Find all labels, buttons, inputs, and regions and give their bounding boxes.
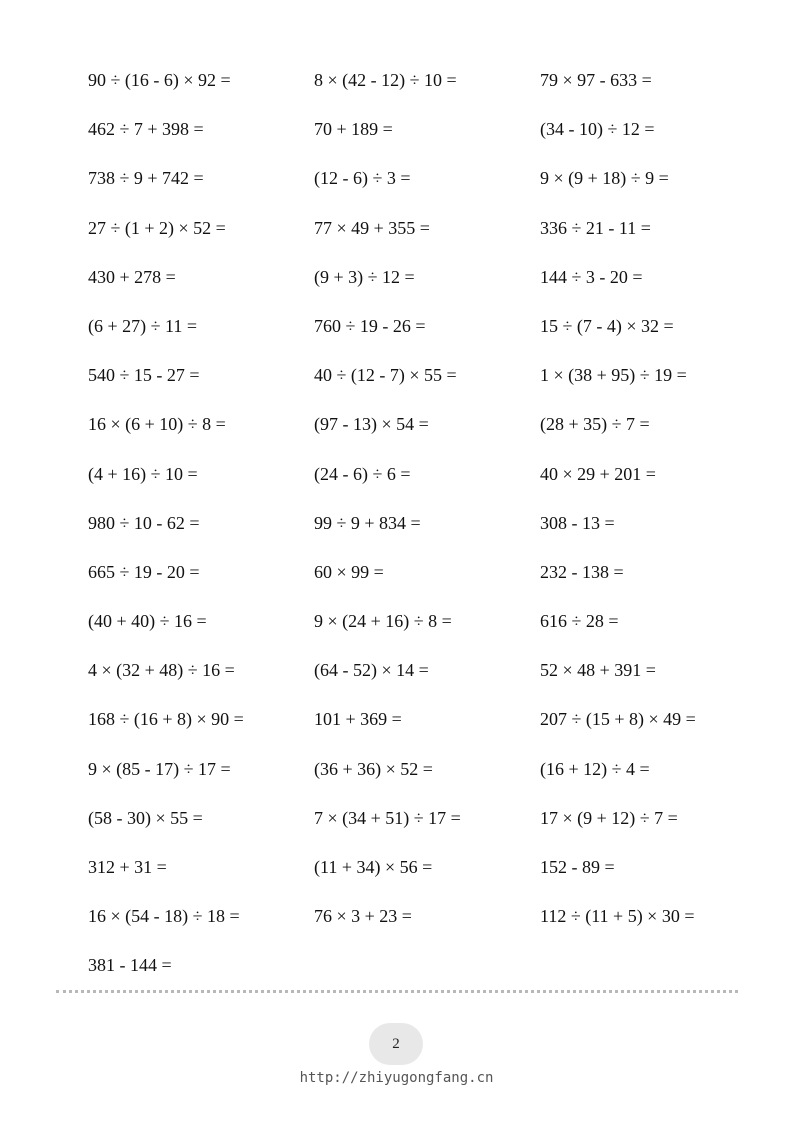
- problem: 168 ÷ (16 + 8) × 90 =: [88, 709, 244, 730]
- problem: 79 × 97 - 633 =: [540, 70, 652, 90]
- site-url: http://zhiyugongfang.cn: [299, 1070, 494, 1086]
- dotted-divider: [56, 990, 738, 993]
- problem: (64 - 52) × 14 =: [314, 660, 429, 681]
- problem: 52 × 48 + 391 =: [540, 660, 656, 681]
- problem: (4 + 16) ÷ 10 =: [88, 463, 198, 484]
- problem: (16 + 12) ÷ 4 =: [540, 758, 650, 779]
- problem: 77 × 49 + 355 =: [314, 217, 430, 238]
- problem: 112 ÷ (11 + 5) × 30 =: [540, 906, 695, 927]
- problem: (36 + 36) × 52 =: [314, 758, 433, 779]
- problem: 76 × 3 + 23 =: [314, 906, 412, 927]
- problem: (6 + 27) ÷ 11 =: [88, 315, 198, 336]
- problem: 90 ÷ (16 - 6) × 92 =: [88, 70, 231, 90]
- problem: 40 × 29 + 201 =: [540, 463, 656, 484]
- problem: 980 ÷ 10 - 62 =: [88, 512, 200, 533]
- problem: 430 + 278 =: [88, 266, 176, 287]
- problem: (11 + 34) × 56 =: [314, 857, 433, 877]
- problem: 144 ÷ 3 - 20 =: [540, 266, 643, 287]
- problem: 60 × 99 =: [314, 561, 384, 582]
- problem: 17 × (9 + 12) ÷ 7 =: [540, 807, 678, 828]
- problem: (28 + 35) ÷ 7 =: [540, 414, 650, 435]
- problem: (9 + 3) ÷ 12 =: [314, 266, 415, 287]
- problem: 9 × (85 - 17) ÷ 17 =: [88, 758, 231, 779]
- page-number: 2: [392, 1035, 400, 1052]
- problem: 336 ÷ 21 - 11 =: [540, 217, 651, 238]
- problem: (12 - 6) ÷ 3 =: [314, 168, 411, 189]
- problem: 312 + 31 =: [88, 857, 167, 877]
- problem: 7 × (34 + 51) ÷ 17 =: [314, 807, 461, 828]
- problem: 40 ÷ (12 - 7) × 55 =: [314, 365, 457, 386]
- problem: 70 + 189 =: [314, 119, 393, 140]
- problem: 152 - 89 =: [540, 857, 615, 877]
- problem: (97 - 13) × 54 =: [314, 414, 429, 435]
- problem: 540 ÷ 15 - 27 =: [88, 365, 200, 386]
- problem: 381 - 144 =: [88, 955, 172, 976]
- problem: 665 ÷ 19 - 20 =: [88, 561, 200, 582]
- problem: 27 ÷ (1 + 2) × 52 =: [88, 217, 226, 238]
- problem: 308 - 13 =: [540, 512, 615, 533]
- problem: 9 × (24 + 16) ÷ 8 =: [314, 611, 452, 632]
- problem: 232 - 138 =: [540, 561, 624, 582]
- problem: 4 × (32 + 48) ÷ 16 =: [88, 660, 235, 681]
- problem: 8 × (42 - 12) ÷ 10 =: [314, 70, 457, 90]
- problem: (40 + 40) ÷ 16 =: [88, 611, 207, 632]
- problem: 99 ÷ 9 + 834 =: [314, 512, 421, 533]
- problem: 207 ÷ (15 + 8) × 49 =: [540, 709, 696, 730]
- problem: 16 × (6 + 10) ÷ 8 =: [88, 414, 226, 435]
- problem: 101 + 369 =: [314, 709, 402, 730]
- problem: 9 × (9 + 18) ÷ 9 =: [540, 168, 669, 189]
- problem: (24 - 6) ÷ 6 =: [314, 463, 411, 484]
- problem: (34 - 10) ÷ 12 =: [540, 119, 655, 140]
- problem: 738 ÷ 9 + 742 =: [88, 168, 204, 189]
- problem: 760 ÷ 19 - 26 =: [314, 315, 426, 336]
- problem: 15 ÷ (7 - 4) × 32 =: [540, 315, 674, 336]
- problem: 616 ÷ 28 =: [540, 611, 619, 632]
- problem: 1 × (38 + 95) ÷ 19 =: [540, 365, 687, 386]
- problem: 16 × (54 - 18) ÷ 18 =: [88, 906, 240, 927]
- problem-grid: [88, 66, 728, 1001]
- problem: 462 ÷ 7 + 398 =: [88, 119, 204, 140]
- problem: (58 - 30) × 55 =: [88, 807, 203, 828]
- page-number-badge: [369, 1023, 423, 1065]
